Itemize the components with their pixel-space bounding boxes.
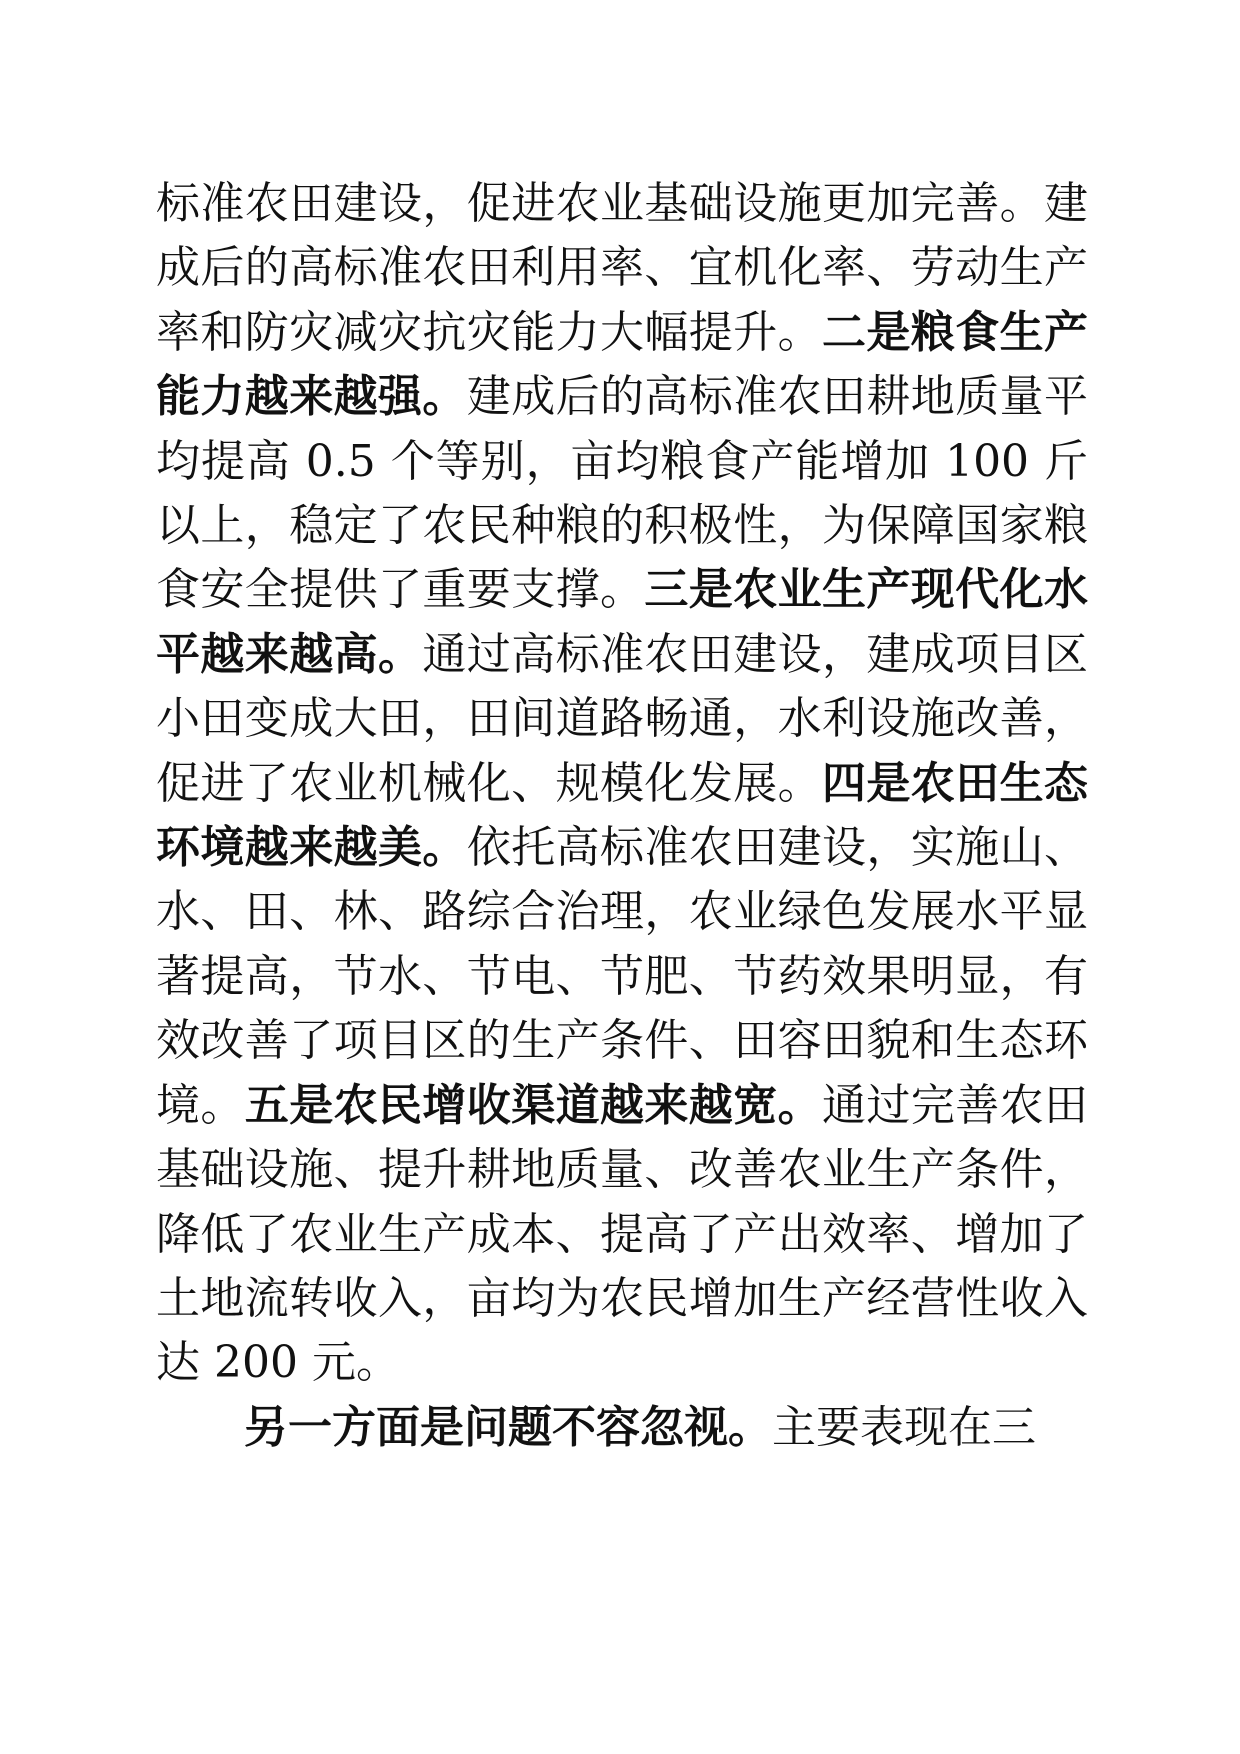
heading-income: 五是农民增收渠道越来越宽。 xyxy=(244,1079,823,1131)
text-run: 通过完善农田基础设施、提升耕地质量、改善农业生产条件，降低了农业生产成本、提高了产出效率、增加了土地流转收入，亩均为农民增加生产经营性收入达 200 元。 xyxy=(156,1079,1089,1389)
text-run: 主要表现在三 xyxy=(772,1401,1036,1453)
body-text xyxy=(156,172,1088,1460)
heading-modernization: 三是农业生产现代化水平越来越高。 xyxy=(156,564,1089,680)
paragraph-achievements xyxy=(156,172,1088,1396)
heading-ecology: 四是农田生态环境越来越美。 xyxy=(156,757,1088,874)
text-run: 建成后的高标准农田耕地质量平均提高 0.5 个等别，亩均粮食产能增加 100 斤以上，稳定了农民种粮的积极性，为保障国家粮食安全提供了重要支撑。 xyxy=(156,371,1089,616)
heading-grain-capacity: 二是粮食生产能力越来越强。 xyxy=(156,306,1088,423)
text-run: 依托高标准农田建设，实施山、水、田、林、路综合治理，农业绿色发展水平显著提高，节水、节电、节肥、节药效果明显，有效改善了项目区的生产条件、田容田貌和生态环境。 xyxy=(156,822,1089,1131)
text-run: 标准农田建设，促进农业基础设施更加完善。建成后的高标准农田利用率、宜机化率、劳动生产率和防灾减灾抗灾能力大幅提升。 xyxy=(156,178,1088,358)
paragraph-problems xyxy=(156,1396,1088,1460)
heading-problems: 另一方面是问题不容忽视。 xyxy=(244,1401,772,1453)
text-run: 通过高标准农田建设，建成项目区小田变成大田，田间道路畅通，水利设施改善，促进了农业机械化、规模化发展。 xyxy=(156,628,1089,809)
